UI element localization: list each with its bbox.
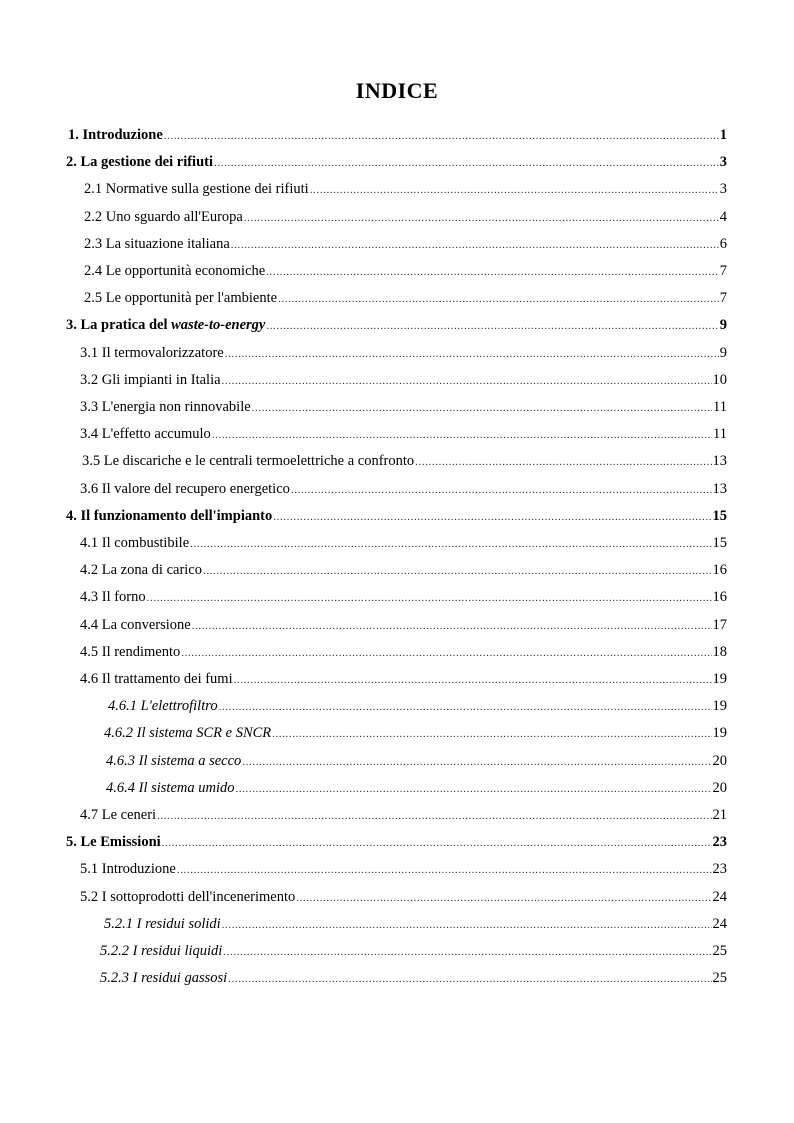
toc-dot-leader	[291, 479, 712, 501]
toc-dot-leader	[242, 751, 711, 773]
toc-dot-leader	[235, 778, 711, 800]
toc-entry-title: 3.4 L'effetto accumulo	[80, 426, 211, 443]
toc-page-number: 6	[719, 235, 727, 252]
toc-page-number: 15	[712, 535, 727, 551]
toc-entry[interactable]	[82, 450, 727, 472]
toc-page-number: 20	[712, 779, 727, 796]
toc-page-number: 19	[712, 725, 727, 742]
toc-dot-leader	[214, 152, 719, 174]
toc-page-number: 7	[719, 263, 727, 279]
toc-entry[interactable]	[66, 314, 727, 336]
toc-dot-leader	[212, 424, 712, 446]
toc-entry[interactable]	[80, 614, 727, 636]
toc-entry[interactable]	[80, 423, 727, 445]
toc-entry-title: 2.1 Normative sulla gestione dei rifiuti	[84, 181, 309, 198]
toc-dot-leader	[231, 234, 719, 256]
toc-entry-title: 4.1 Il combustibile	[80, 535, 190, 551]
toc-entry-title: 4.6 Il trattamento dei fumi	[80, 671, 233, 687]
toc-entry[interactable]	[80, 858, 727, 880]
toc-entry-title: 4. Il funzionamento dell'impianto	[66, 507, 273, 524]
toc-page-number: 23	[712, 861, 727, 878]
toc-dot-leader	[190, 533, 711, 555]
toc-page-number: 19	[712, 698, 727, 715]
toc-entry-title: 2.4 Le opportunità economiche	[84, 263, 266, 279]
toc-entry-title: 2. La gestione dei rifiuti	[66, 154, 214, 171]
toc-page-number: 11	[713, 399, 727, 415]
page-title: INDICE	[355, 78, 439, 103]
toc-entry[interactable]	[80, 559, 727, 581]
toc-page-number: 3	[719, 181, 727, 198]
toc-page-number: 3	[719, 154, 727, 171]
toc-entry-title: 3.3 L'energia non rinnovabile	[80, 399, 251, 415]
toc-dot-leader	[244, 207, 719, 229]
toc-entry[interactable]	[108, 695, 727, 717]
toc-dot-leader	[222, 914, 712, 936]
toc-dot-leader	[203, 560, 712, 582]
toc-page-number: 13	[712, 480, 727, 497]
toc-entry[interactable]	[100, 940, 727, 962]
toc-entry-title: 5.2.3 I residui gassosi	[100, 970, 228, 987]
toc-entry-title: 2.2 Uno sguardo all'Europa	[84, 208, 243, 225]
toc-dot-leader	[181, 642, 711, 664]
toc-entry[interactable]	[80, 342, 727, 364]
toc-page-number: 7	[719, 290, 727, 307]
toc-entry-title: 4.6.4 Il sistema umido	[106, 779, 235, 796]
toc-page-number: 23	[712, 834, 727, 851]
toc-entry-title: 4.6.1 L'elettrofiltro	[108, 698, 218, 715]
toc-dot-leader	[225, 343, 719, 365]
toc-entry-title: 5.2 I sottoprodotti dell'incenerimento	[80, 888, 296, 905]
toc-entry[interactable]	[106, 777, 727, 799]
toc-entry[interactable]	[84, 260, 727, 282]
toc-page-number: 9	[719, 317, 727, 334]
toc-page-number: 11	[713, 426, 727, 443]
toc-dot-leader	[157, 805, 711, 827]
toc-dot-leader	[278, 288, 719, 310]
toc-page-number: 13	[712, 453, 727, 470]
toc-dot-leader	[310, 179, 719, 201]
toc-dot-leader	[219, 696, 712, 718]
toc-page-number: 24	[712, 888, 727, 905]
toc-dot-leader	[147, 587, 712, 609]
toc-entry-title: 5.1 Introduzione	[80, 861, 176, 878]
toc-entry[interactable]	[80, 804, 727, 826]
toc-entry-title: 3.5 Le discariche e le centrali termoelettriche a confronto	[82, 453, 415, 470]
toc-entry-title: 4.6.3 Il sistema a secco	[106, 752, 242, 769]
toc-entry-title: 1. Introduzione	[68, 127, 163, 143]
toc-entry-title: 2.3 La situazione italiana	[84, 235, 230, 252]
toc-entry[interactable]	[80, 586, 727, 608]
toc-entry[interactable]	[104, 722, 727, 744]
toc-dot-leader	[228, 968, 711, 990]
toc-entry-title: 4.5 Il rendimento	[80, 643, 181, 660]
toc-entry[interactable]	[80, 396, 727, 418]
toc-entry-title: 4.4 La conversione	[80, 616, 191, 633]
toc-dot-leader	[162, 832, 712, 854]
toc-page-number: 10	[712, 371, 727, 388]
toc-page-number: 4	[719, 208, 727, 225]
toc-entry[interactable]	[80, 641, 727, 663]
toc-page-number: 25	[712, 970, 727, 987]
toc-entry[interactable]	[66, 505, 727, 527]
toc-entry[interactable]	[80, 532, 727, 554]
toc-dot-leader	[415, 451, 711, 473]
toc-entry-title: 5. Le Emissioni	[66, 834, 161, 851]
toc-entry-title: 3.6 Il valore del recupero energetico	[80, 480, 290, 497]
toc-entry[interactable]	[84, 206, 727, 228]
toc-page-number: 17	[712, 616, 727, 633]
toc-page-number: 16	[712, 589, 727, 606]
toc-dot-leader	[177, 859, 712, 881]
toc-dot-leader	[192, 615, 712, 637]
toc-entry-title: 3.2 Gli impianti in Italia	[80, 371, 221, 388]
toc-page-number: 25	[712, 943, 727, 959]
toc-page-number: 18	[712, 643, 727, 660]
toc-entry[interactable]	[100, 967, 727, 989]
toc-entry[interactable]	[84, 287, 727, 309]
toc-entry[interactable]	[66, 151, 727, 173]
toc-entry-title: 3. La pratica del waste-to-energy	[66, 317, 266, 334]
toc-dot-leader	[252, 397, 712, 419]
toc-entry-title: 2.5 Le opportunità per l'ambiente	[84, 290, 278, 307]
toc-entry-title: 4.7 Le ceneri	[80, 807, 157, 823]
toc-page-number: 1	[719, 127, 727, 143]
toc-entry-title: 5.2.1 I residui solidi	[104, 915, 221, 932]
toc-entry-title: 4.6.2 Il sistema SCR e SNCR	[104, 725, 272, 742]
toc-dot-leader	[266, 315, 718, 337]
toc-entry[interactable]	[68, 124, 727, 146]
toc-entry[interactable]	[80, 369, 727, 391]
toc-dot-leader	[223, 941, 711, 963]
toc-entry-title: 4.2 La zona di carico	[80, 562, 202, 579]
toc-entry[interactable]	[106, 750, 727, 772]
toc-page-number: 16	[712, 562, 727, 579]
toc-page-number: 20	[712, 752, 727, 769]
toc-page-number: 21	[712, 807, 727, 823]
toc-page-number: 19	[712, 671, 727, 687]
toc-entry[interactable]	[84, 233, 727, 255]
toc-page-number: 9	[719, 344, 727, 361]
toc-page-number: 24	[712, 915, 727, 932]
toc-entry-title: 5.2.2 I residui liquidi	[100, 943, 223, 959]
toc-dot-leader	[272, 723, 711, 745]
toc-entry[interactable]	[66, 831, 727, 853]
toc-entry[interactable]	[84, 178, 727, 200]
toc-entry[interactable]	[104, 913, 727, 935]
toc-dot-leader	[273, 506, 711, 528]
toc-dot-leader	[234, 669, 712, 691]
toc-page-number: 15	[712, 507, 727, 524]
toc-dot-leader	[222, 370, 712, 392]
toc-entry-title: 4.3 Il forno	[80, 589, 146, 606]
toc-dot-leader	[266, 261, 719, 283]
toc-entry[interactable]	[80, 668, 727, 690]
toc-dot-leader	[164, 125, 719, 147]
toc-entry-title: 3.1 Il termovalorizzatore	[80, 344, 224, 361]
toc-entry[interactable]	[80, 478, 727, 500]
toc-dot-leader	[296, 887, 711, 909]
toc-entry[interactable]	[80, 886, 727, 908]
